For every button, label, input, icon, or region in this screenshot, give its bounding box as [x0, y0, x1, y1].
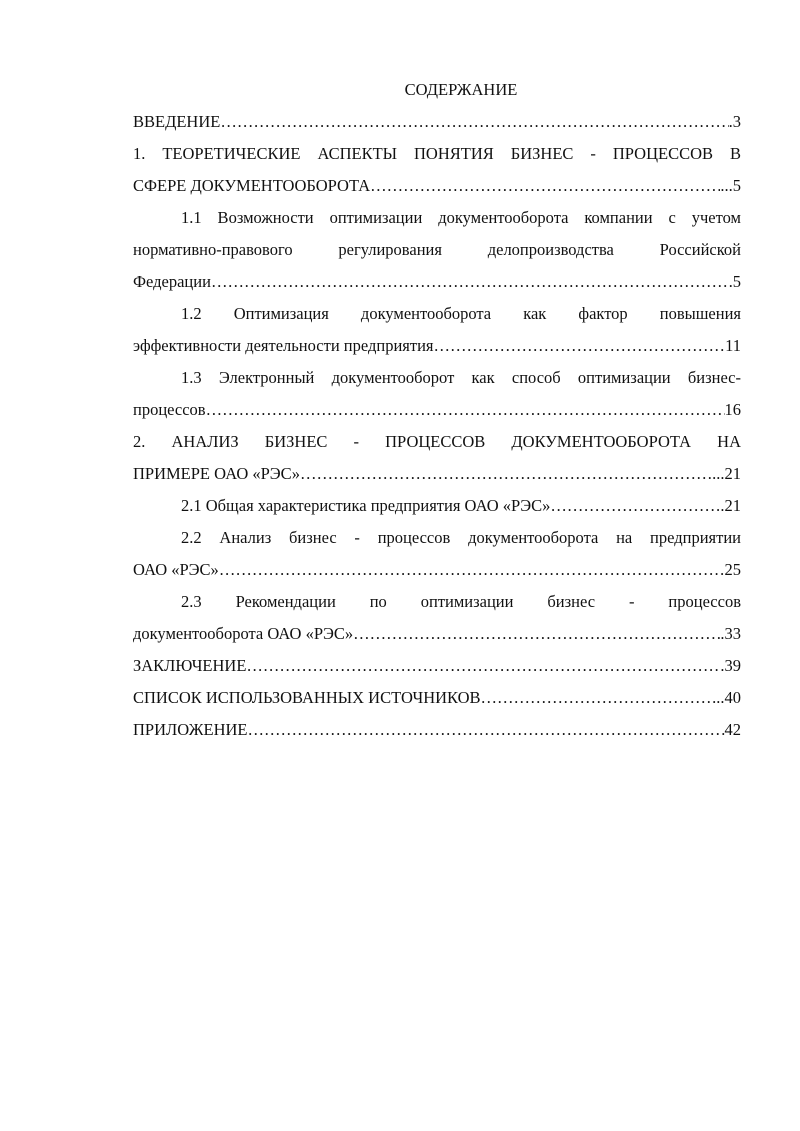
- toc-entry-sources: [133, 682, 741, 714]
- toc-page-number: 25: [724, 560, 741, 579]
- dot-leader: [300, 458, 712, 490]
- toc-entry-text: документооборота ОАО «РЭС»: [133, 624, 354, 643]
- toc-entry-text: ВВЕДЕНИЕ: [133, 112, 221, 131]
- dot-leader: [206, 394, 725, 426]
- toc-page-number: 5: [732, 272, 741, 291]
- dot-leader: [353, 618, 720, 650]
- toc-entry-1-2-line-2: [133, 330, 741, 362]
- dot-leader: [219, 554, 725, 586]
- toc-entry-text: эффективности деятельности предприятия: [133, 336, 434, 355]
- toc-entry-2-3-line-1: 2.3 Рекомендации по оптимизации бизнес - процессов: [181, 592, 741, 611]
- toc-entry-2-3-line-2: [133, 618, 741, 650]
- dot-leader: [220, 106, 728, 138]
- toc-page-number: .39: [720, 656, 741, 675]
- toc-entry-appendix: [133, 714, 741, 746]
- toc-entry-1-1-line-3: [133, 266, 741, 298]
- toc-page-number: ...21: [712, 464, 741, 483]
- dot-leader: [481, 682, 713, 714]
- toc-entry-2-2-line-1: 2.2 Анализ бизнес - процессов документооборота на предприятии: [181, 528, 741, 547]
- toc-entry-1-3-line-2: [133, 394, 741, 426]
- toc-entry-1-2-line-1: 1.2 Оптимизация документооборота как фактор повышения: [181, 304, 741, 323]
- toc-page-number: ...40: [712, 688, 741, 707]
- toc-page-number: 42: [724, 720, 741, 739]
- dot-leader: [246, 650, 720, 682]
- dot-leader: [211, 266, 733, 298]
- toc-page-number: 11: [725, 336, 741, 355]
- toc-entry-chapter-1-line-1: 1. ТЕОРЕТИЧЕСКИЕ АСПЕКТЫ ПОНЯТИЯ БИЗНЕС - ПРОЦЕССОВ В: [133, 144, 741, 163]
- toc-page-number: .21: [720, 496, 741, 515]
- toc-entry-1-1-line-1: 1.1 Возможности оптимизации документооборота компании с учетом: [181, 208, 741, 227]
- toc-title: СОДЕРЖАНИЕ: [404, 80, 518, 99]
- toc-entry-text: ЗАКЛЮЧЕНИЕ: [133, 656, 247, 675]
- toc-entry-chapter-2-line-1: 2. АНАЛИЗ БИЗНЕС - ПРОЦЕССОВ ДОКУМЕНТООБОРОТА НА: [133, 432, 741, 451]
- toc-entry-text: ПРИЛОЖЕНИЕ: [133, 720, 248, 739]
- toc-entry-text: СФЕРЕ ДОКУМЕНТООБОРОТА: [133, 176, 371, 195]
- dot-leader: [370, 170, 720, 202]
- toc-page-number: ...5: [720, 176, 741, 195]
- toc-entry-text: ОАО «РЭС»: [133, 560, 219, 579]
- toc-entry-text: 2.1 Общая характеристика предприятия ОАО «РЭС»: [181, 496, 551, 515]
- toc-page-number: .33: [720, 624, 741, 643]
- toc-page-number: 16: [724, 400, 741, 419]
- dot-leader: [434, 330, 726, 362]
- toc-entry-text: Федерации: [133, 272, 211, 291]
- toc-entry-chapter-2-line-2: [133, 458, 741, 490]
- table-of-contents: [133, 74, 741, 746]
- toc-entry-text: процессов: [133, 400, 206, 419]
- toc-entry-text: СПИСОК ИСПОЛЬЗОВАННЫХ ИСТОЧНИКОВ: [133, 688, 481, 707]
- toc-entry-text: ПРИМЕРЕ ОАО «РЭС»: [133, 464, 300, 483]
- toc-entry-intro: [133, 106, 741, 138]
- toc-entry-1-3-line-1: 1.3 Электронный документооборот как способ оптимизации бизнес-: [181, 368, 741, 387]
- toc-entry-1-1-line-2: нормативно-правового регулирования делопроизводства Российской: [133, 240, 741, 259]
- dot-leader: [550, 490, 720, 522]
- dot-leader: [247, 714, 724, 746]
- toc-entry-2-2-line-2: [133, 554, 741, 586]
- toc-page-number: .3: [728, 112, 741, 131]
- toc-entry-chapter-1-line-2: [133, 170, 741, 202]
- toc-entry-2-1: [133, 490, 741, 522]
- toc-entry-conclusion: [133, 650, 741, 682]
